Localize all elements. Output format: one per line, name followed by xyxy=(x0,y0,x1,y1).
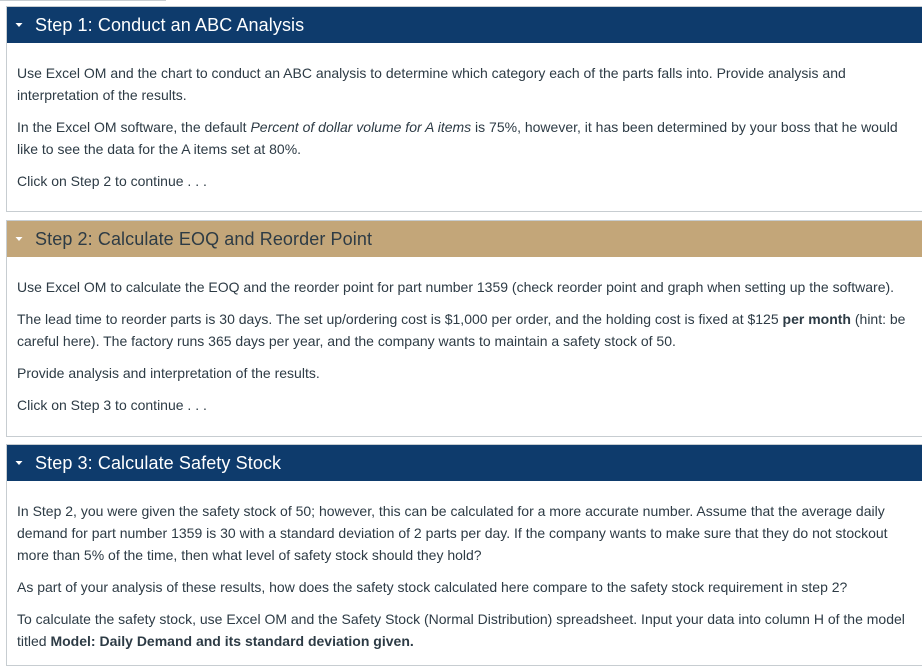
step-1-header[interactable] xyxy=(7,7,922,43)
caret-down-icon xyxy=(10,22,28,28)
step-1-paragraph-2-italic: Percent of dollar volume for A items xyxy=(250,119,472,135)
step-2-paragraph-3: Provide analysis and interpretation of the results. xyxy=(17,365,320,381)
step-2-paragraph-2-text-b: (hint: be careful here). The factory runs 365 days per year, and the company wants to maintain a safety stock of 50. xyxy=(17,311,906,349)
step-3-paragraph-3-text: To calculate the safety stock, use Excel OM and the Safety Stock (Normal Distribution) spreadsheet. Input your data into column H of the model titled xyxy=(17,611,905,649)
step-1-paragraph-2 xyxy=(17,116,912,160)
step-3-body xyxy=(7,481,922,652)
step-2-title: Step 2: Calculate EOQ and Reorder Point xyxy=(35,228,373,249)
step-2-paragraph-2-text-a: The lead time to reorder parts is 30 days. The set up/ordering cost is $1,000 per order, and the holding cost is fixed at $125 xyxy=(17,311,783,327)
step-3-header[interactable] xyxy=(7,445,922,481)
step-2-header[interactable] xyxy=(7,221,922,257)
step-1-paragraph-2-text-a: In the Excel OM software, the default xyxy=(17,119,251,135)
step-1-body xyxy=(7,43,922,192)
caret-down-icon xyxy=(10,236,28,242)
step-2-paragraph-2-bold: per month xyxy=(782,311,851,327)
step-3-title: Step 3: Calculate Safety Stock xyxy=(35,452,282,473)
step-2-body xyxy=(7,257,922,416)
step-2-paragraph-1: Use Excel OM to calculate the EOQ and the reorder point for part number 1359 (check reorder point and graph when setting up the software). xyxy=(17,279,895,295)
step-1-paragraph-2-text-b: is 75%, however, it has been determined by your boss that he would like to see the data for the A items set at 80%. xyxy=(17,119,898,157)
step-1-continue-text: Click on Step 2 to continue . . . xyxy=(17,173,207,189)
caret-down-icon xyxy=(10,460,28,466)
step-3-paragraph-1: In Step 2, you were given the safety stock of 50; however, this can be calculated for a more accurate number. Assume that the average daily demand for part number 1359 is 30 with a standard deviation of 2 parts per day. If the company wants to make sure that they do not stockout more than 5% of the time, then what level of safety stock should they hold? xyxy=(17,503,888,563)
step-2-continue-text: Click on Step 3 to continue . . . xyxy=(17,397,207,413)
step-1-panel xyxy=(6,6,922,212)
step-3-paragraph-2: As part of your analysis of these results, how does the safety stock calculated here compare to the safety stock requirement in step 2? xyxy=(17,579,848,595)
step-2-panel xyxy=(6,220,922,437)
step-3-paragraph-3 xyxy=(17,608,912,652)
step-3-paragraph-3-bold: Model: Daily Demand and its standard deviation given. xyxy=(50,633,414,649)
top-divider xyxy=(0,0,166,1)
step-3-panel xyxy=(6,444,922,666)
step-1-title: Step 1: Conduct an ABC Analysis xyxy=(35,14,305,35)
step-1-paragraph-1: Use Excel OM and the chart to conduct an ABC analysis to determine which category each of the parts falls into. Provide analysis and interpretation of the results. xyxy=(17,65,846,103)
step-2-paragraph-2 xyxy=(17,308,912,352)
